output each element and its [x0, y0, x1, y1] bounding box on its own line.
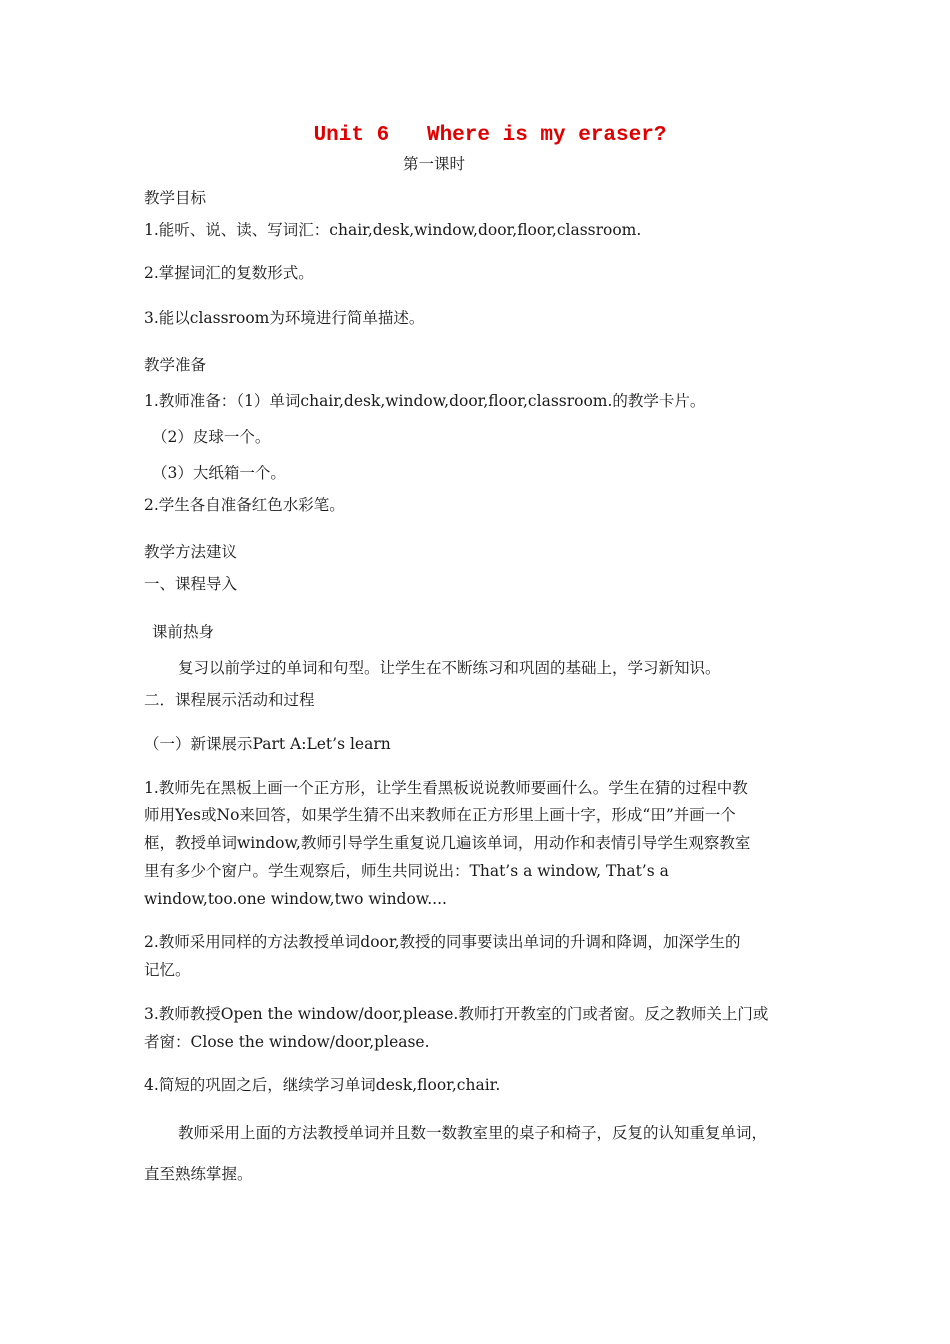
preparation-line: （2）皮球一个。 — [152, 428, 271, 446]
paragraph-line: window,too.one window,two window.... — [144, 890, 447, 908]
paragraph-line: 1.教师先在黑板上画一个正方形，让学生看黑板说说教师要画什么。学生在猜的过程中教 — [144, 779, 748, 797]
section-heading-preparation: 教学准备 — [144, 356, 207, 374]
paragraph-line: 师用Yes或No来回答，如果学生猜不出来教师在正方形里上画十字，形成“田”并画一个 — [144, 806, 736, 824]
lesson-subtitle: 第一课时 — [403, 155, 466, 173]
objective-line: 2.掌握词汇的复数形式。 — [144, 264, 314, 282]
paragraph-line: 3.教师教授Open the window/door,please.教师打开教室的门或者窗。反之教师关上门或 — [144, 1005, 769, 1023]
preparation-line: 1.教师准备：（1）单词chair,desk,window,door,floor,classroom.的教学卡片。 — [144, 392, 706, 410]
paragraph-line: 直至熟练掌握。 — [144, 1165, 253, 1183]
paragraph-line: 4.简短的巩固之后，继续学习单词desk,floor,chair. — [144, 1076, 501, 1094]
objective-line: 1.能听、说、读、写词汇：chair,desk,window,door,floor,classroom. — [144, 221, 642, 239]
objective-line: 3.能以classroom为环境进行简单描述。 — [144, 309, 425, 327]
section-heading-objectives: 教学目标 — [144, 189, 207, 207]
subsection-heading: 二．课程展示活动和过程 — [144, 691, 315, 709]
paragraph-line: 里有多少个窗户。学生观察后，师生共同说出：That’s a window, That’s a — [144, 862, 669, 880]
section-heading-methods: 教学方法建议 — [144, 543, 238, 561]
paragraph-line: 者窗：Close the window/door,please. — [144, 1033, 430, 1051]
document-title: Unit 6 Where is my eraser? — [313, 124, 667, 147]
paragraph-line: 复习以前学过的单词和句型。让学生在不断练习和巩固的基础上，学习新知识。 — [178, 659, 721, 677]
paragraph-line: 框，教授单词window,教师引导学生重复说几遍该单词，用动作和表情引导学生观察教室 — [144, 834, 751, 852]
preparation-line: 2.学生各自准备红色水彩笔。 — [144, 496, 345, 514]
subsection-heading: 课前热身 — [152, 623, 215, 641]
preparation-line: （3）大纸箱一个。 — [152, 464, 286, 482]
subsection-heading: （一）新课展示Part A:Let’s learn — [144, 735, 391, 753]
paragraph-line: 2.教师采用同样的方法教授单词door,教授的同事要读出单词的升调和降调，加深学生的 — [144, 933, 741, 951]
subsection-heading: 一、课程导入 — [144, 575, 238, 593]
paragraph-line: 记忆。 — [144, 961, 191, 979]
paragraph-line: 教师采用上面的方法教授单词并且数一数教室里的桌子和椅子，反复的认知重复单词， — [178, 1124, 768, 1142]
